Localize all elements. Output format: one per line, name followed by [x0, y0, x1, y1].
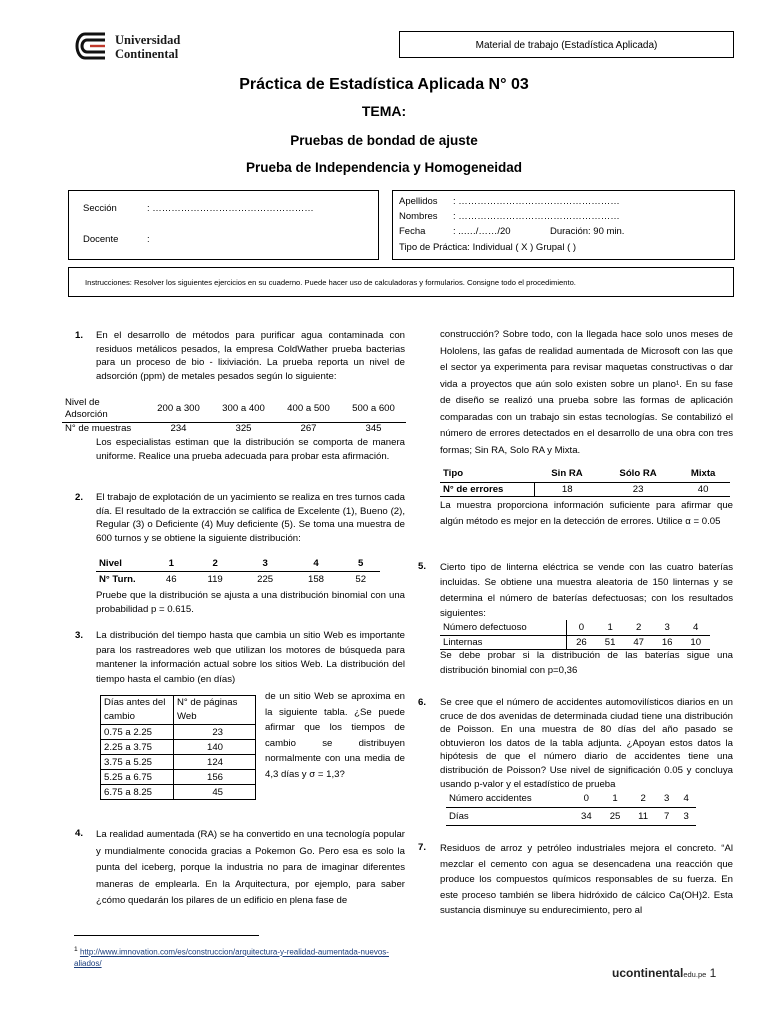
- table-cell: 45: [212, 786, 223, 798]
- table-cell: 3: [262, 557, 268, 569]
- docente-label: Docente: [83, 234, 119, 245]
- table-cell: Sólo RA: [619, 468, 657, 480]
- table-cell: 2: [212, 557, 218, 569]
- table-cell: 34: [581, 810, 592, 822]
- table-cell: 200 a 300: [157, 403, 200, 415]
- section-box: [68, 190, 379, 260]
- brand-name: ucontinental: [612, 966, 684, 980]
- table-cell: 158: [308, 573, 325, 585]
- table-cell: 3: [664, 621, 670, 633]
- table-cell: 325: [235, 422, 252, 434]
- table-cell: 3: [683, 810, 689, 822]
- table-row-label: N° Turn.: [99, 573, 136, 585]
- table-cell: 7: [664, 810, 670, 822]
- table-cell: 1: [612, 792, 618, 804]
- table-row-label: N° de muestras: [65, 422, 132, 434]
- page-number: 1: [709, 966, 717, 980]
- nombres-field[interactable]: : ……………………………………………: [453, 211, 620, 222]
- problem-2-number: 2.: [75, 492, 84, 503]
- table-cell: 5: [358, 557, 364, 569]
- problem-1-number: 1.: [75, 330, 84, 341]
- table-header-label: Nivel: [99, 557, 122, 569]
- problem-3-number: 3.: [75, 630, 84, 641]
- problem-5-text: Cierto tipo de linterna eléctrica se vende con las cuatro baterías incluidas. Se obtiene una muestra aleatoria de 150 linternas y se determina el número de baterías defectuosas; con los resultados siguientes:: [440, 562, 733, 620]
- table-row-label: Días: [449, 810, 469, 822]
- problem-1-text: En el desarrollo de métodos para purificar agua contaminada con residuos metálicos pesados, la empresa ColdWather prueba bacterias para un proceso de bio - lixiviación. La prueba reporta un nivel de adsorción (ppm) de metales pesados según lo siguiente:: [96, 330, 405, 383]
- brand-domain: edu.pe: [683, 970, 707, 979]
- table-cell: 52: [355, 573, 367, 585]
- table-cell: 119: [207, 573, 223, 585]
- tipo-practica: Tipo de Práctica: Individual ( X ) Grupal ( ): [399, 242, 577, 253]
- problem-4-text: La realidad aumentada (RA) se ha convertido en una tecnología popular y mundialmente conocida gracias a Pokemon Go. Pero esa es solo la punta del iceberg, porque la industria no para de imaginar diferentes maneras de emplearla. En la Arquitectura, por ejemplo, para saber ¿cómo quedarán los pilares de un edificio en plena fase de: [96, 829, 405, 907]
- table-header-label: Número defectuoso: [440, 620, 567, 635]
- fecha-label: Fecha: [399, 226, 426, 237]
- table-cell: 0.75 a 2.25: [101, 725, 174, 740]
- table-cell: 1: [168, 557, 174, 569]
- problem-6-number: 6.: [418, 697, 427, 708]
- docente-field[interactable]: :: [147, 234, 150, 245]
- table-cell: 26: [576, 636, 587, 648]
- problem-1-table: [62, 396, 406, 435]
- footnote-mark: 1: [74, 946, 78, 953]
- table-cell: 4: [313, 557, 319, 569]
- table-cell: 234: [170, 422, 187, 434]
- table-cell: 400 a 500: [287, 403, 330, 415]
- problem-3-table: [100, 695, 256, 800]
- material-label: Material de trabajo (Estadística Aplicada): [399, 31, 734, 58]
- problem-2-question: Pruebe que la distribución se ajusta a una distribución binomial con una probabilidad p = 0.615.: [96, 590, 405, 615]
- problem-6-text: Se cree que el número de accidentes automovilísticos diarios en un cruce de dos avenidas de determinada ciudad tiene una distribución de Poisson. En una muestra de 80 días del año pasado se obtuvieron los datos de la tabla adjunta. ¿Apoyan estos datos la hipótesis de que el número diario de accidentes tiene una distribución de Poisson? Use nivel de significación 0.05 y concluya usando p-valor y el estadístico de prueba: [440, 697, 733, 790]
- problem-4-continuation: construcción? Sobre todo, con la llegada hace solo unos meses de Hololens, las gafas de realidad aumentada de Microsoft con las que el sector ya experimenta para revisar maquetas constructivas o dar vida a proyectos que aún solo existen sobre un plano¹. En su fase de diseño se realizó una prueba sobre las formas de aplicación comparadas con un trabajo sin estas tecnologías. Se contabilizó el número de errores detectados en el desarrollo de una obra con tres formas; Sin RA, Solo RA y Mixta.: [440, 329, 733, 456]
- problem-1-question: Los especialistas estiman que la distribución se comporta de manera uniforme. Realice una prueba adecuada para probar esta afirmación.: [96, 437, 405, 462]
- table-cell: 4: [683, 792, 689, 804]
- table-cell: 225: [257, 573, 274, 585]
- apellidos-label: Apellidos: [399, 196, 438, 207]
- table-row-label: Linternas: [440, 635, 567, 649]
- seccion-label: Sección: [83, 203, 117, 214]
- instructions-box: Instrucciones: Resolver los siguientes ejercicios en su cuaderno. Puede hacer uso de calculadoras y formularios. Consigne todo el procedimiento.: [68, 267, 734, 297]
- table-header-label: Nivel de Adsorción: [65, 396, 108, 420]
- table-cell: 46: [165, 573, 177, 585]
- duracion-text: Duración: 90 min.: [550, 226, 625, 237]
- footnote-link[interactable]: http://www.imnovation.com/es/construccion/arquitectura-y-realidad-aumentada-nuevos-aliados/: [74, 947, 389, 968]
- table-cell: 2: [640, 792, 646, 804]
- table-cell: 6.75 a 8.25: [101, 785, 174, 800]
- table-cell: 16: [661, 636, 673, 648]
- subtitle-bondad: Pruebas de bondad de ajuste: [290, 133, 478, 148]
- subtitle-independencia: Prueba de Independencia y Homogeneidad: [245, 160, 523, 175]
- problem-2-table: [96, 556, 380, 587]
- table-cell: 51: [604, 636, 616, 648]
- apellidos-field[interactable]: : ……………………………………………: [453, 196, 620, 207]
- table-cell: 10: [690, 636, 702, 648]
- table-row-label: N° de errores: [440, 482, 534, 496]
- problem-4-table: [440, 466, 730, 497]
- table-cell: 267: [300, 422, 317, 434]
- table-cell: 3.75 a 5.25: [101, 755, 174, 770]
- table-cell: 18: [561, 483, 573, 495]
- university-logo-icon: [74, 31, 108, 61]
- table-cell: 40: [697, 483, 709, 495]
- fecha-field[interactable]: : ..…./……/20: [453, 226, 511, 237]
- table-cell: 23: [632, 483, 644, 495]
- table-cell: 2: [635, 621, 642, 633]
- table-cell: 4: [693, 621, 699, 633]
- problem-2-text: El trabajo de explotación de un yacimiento se realiza en tres turnos cada día. El resultado de la extracción se califica de Excelente (1), Bueno (2), Regular (3) o Deficiente (4) Muy deficiente (5). Se toma una muestra de 600 turnos y se obtiene la siguiente distribución:: [96, 492, 405, 545]
- problem-5-number: 5.: [418, 561, 427, 572]
- table-cell: Mixta: [690, 468, 716, 480]
- problem-3-text: La distribución del tiempo hasta que cambia un sitio Web es importante para los rastreadores web que utilizan los motores de búsqueda para mantener la información actual sobre los sitios Web. La distribución del tiempo hasta el cambio (en días): [96, 630, 405, 685]
- footnote-divider: [74, 935, 259, 936]
- table-cell: 47: [633, 636, 644, 648]
- table-cell: 140: [206, 741, 223, 753]
- table-cell: 3: [664, 792, 670, 804]
- problem-7-number: 7.: [418, 842, 427, 853]
- table-cell: 2.25 a 3.75: [101, 740, 174, 755]
- table-cell: 1: [607, 621, 613, 633]
- table-cell: 300 a 400: [222, 403, 265, 415]
- problem-5-table: [440, 620, 710, 650]
- problem-5-question: Se debe probar si la distribución de las baterías sigue una distribución binomial con p=0,36: [440, 650, 733, 677]
- table-cell: 0: [583, 792, 590, 804]
- table-header-label: Días antes del cambio: [101, 696, 174, 725]
- nombres-label: Nombres: [399, 211, 438, 222]
- table-cell: 500 a 600: [352, 403, 395, 415]
- problem-6-table: [446, 790, 696, 826]
- tema-heading: TEMA:: [361, 103, 407, 119]
- table-header-label: Número accidentes: [449, 792, 532, 804]
- problem-4-question: La muestra proporciona información suficiente para afirmar que algún método es mejor en la detección de errores. Utilice α = 0.05: [440, 500, 733, 527]
- table-cell: Sin RA: [551, 468, 583, 480]
- table-cell: 345: [365, 422, 382, 434]
- page-title: Práctica de Estadística Aplicada N° 03: [239, 76, 529, 93]
- table-cell: 11: [638, 810, 649, 822]
- brand-footer: [612, 966, 716, 980]
- footnote: [74, 944, 404, 969]
- table-cell: 124: [206, 756, 223, 768]
- table-cell: 0: [578, 621, 585, 633]
- student-box: [392, 190, 735, 260]
- problem-7-text: Residuos de arroz y petróleo industriales mejora el concreto. “Al mezclar el cemento con agua se desencadena una reacción que produce los compuestos químicos responsables de su fuerza. En este proceso también se libera hidróxido de cálcico Ca(OH)2. Esta sustancia disminuye su endurecimiento, pero al: [440, 843, 733, 917]
- table-header-label: Tipo: [443, 468, 464, 480]
- seccion-field[interactable]: : ……………………………………………: [147, 203, 314, 214]
- university-name: Universidad Continental: [115, 33, 181, 61]
- problem-3-question: de un sitio Web se aproxima en la siguiente tabla. ¿Se puede afirmar que los tiempos de cambio se distribuyen normalmente con una media de 4,3 días y σ = 1,3?: [265, 691, 405, 780]
- table-cell: 25: [609, 810, 621, 822]
- table-cell: 5.25 a 6.75: [101, 770, 174, 785]
- table-header-label: N° de páginas Web: [177, 697, 238, 722]
- problem-4-number: 4.: [75, 828, 84, 839]
- table-cell: 23: [212, 726, 223, 738]
- table-cell: 156: [206, 771, 223, 783]
